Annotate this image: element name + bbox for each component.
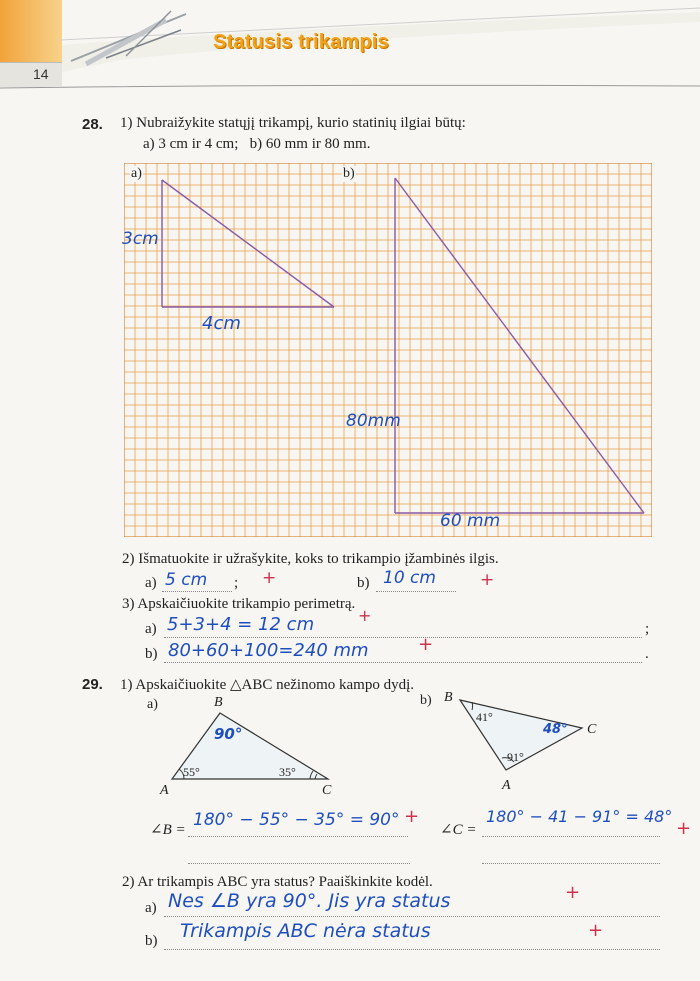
- answer-a-check: +: [404, 806, 420, 827]
- page-title: Statusis trikampis: [213, 31, 389, 53]
- grid-drawing: [124, 163, 652, 537]
- ruler-and-compass-icon: [66, 6, 196, 66]
- triangle-a-figure: [150, 695, 350, 805]
- task3-a-label: a): [145, 621, 157, 637]
- header-bar: [0, 0, 700, 92]
- ex29-label-a: a): [147, 697, 158, 712]
- ex29-label-b: b): [420, 693, 432, 708]
- triangle-b: [440, 688, 610, 798]
- tri-b-hand-c: 48°: [543, 722, 568, 737]
- grid-paper: [124, 163, 652, 537]
- task3-b-end: .: [645, 646, 649, 662]
- task2-a-answer: 5 cm: [165, 570, 208, 590]
- ex29-task2-b-answer: Trikampis ABC nėra status: [180, 920, 431, 942]
- task3-b-label: b): [145, 646, 158, 662]
- tri-a-vertex-c: C: [322, 783, 332, 798]
- task2-a-label: a): [145, 575, 157, 591]
- exercise-28-task1-options: a) 3 cm ir 4 cm; b) 60 mm ir 80 mm.: [143, 136, 371, 152]
- exercise-29-number: 29.: [82, 676, 103, 693]
- triangle-a-drawing: [162, 180, 334, 307]
- task3-a-end: ;: [645, 621, 650, 637]
- answer-a-dots2: [188, 850, 410, 864]
- hand-a-base: 4cm: [202, 313, 241, 334]
- hand-a-leg: 3cm: [122, 229, 159, 249]
- exercise-28-task1: 1) Nubraižykite statųjį trikampį, kurio statinių ilgiai būtų:: [120, 115, 466, 131]
- answer-b-dots2: [482, 850, 660, 864]
- triangle-b-figure: [440, 688, 610, 798]
- hand-b-base: 60 mm: [440, 511, 501, 531]
- hand-b-leg: 80mm: [346, 411, 401, 431]
- exercise-29-task1: 1) Apskaičiuokite △ABC nežinomo kampo dydį.: [120, 677, 415, 693]
- answer-b-label: ∠C =: [440, 822, 477, 838]
- task3-a-check: +: [358, 606, 372, 625]
- grid-label-b: b): [343, 166, 355, 181]
- grid-lines: [124, 163, 652, 537]
- exercise-28-task3: 3) Apskaičiuokite trikampio perimetrą.: [122, 596, 356, 612]
- answer-a: 180° − 55° − 35° = 90°: [193, 810, 400, 830]
- tri-b-vertex-c: C: [587, 722, 597, 737]
- task2-a-check: +: [262, 568, 277, 588]
- page-number: 14: [33, 66, 49, 82]
- exercise-28-task2: 2) Išmatuokite ir užrašykite, koks to trikampio įžambinės ilgis.: [122, 551, 499, 567]
- answer-b: 180° − 41 − 91° = 48°: [486, 807, 673, 826]
- task2-a-sep: ;: [234, 575, 239, 591]
- ex29-task2-a-answer: Nes ∠B yra 90°. Jis yra status: [168, 890, 451, 912]
- task2-b-check: +: [480, 570, 495, 590]
- ex29-task2-b-label: b): [145, 933, 158, 949]
- tri-a-angle-a: 55°: [183, 765, 200, 779]
- task3-a-answer: 5+3+4 = 12 cm: [167, 614, 315, 635]
- tri-a-vertex-b: B: [214, 695, 223, 710]
- tri-b-angle-a: 91°: [507, 750, 524, 764]
- task2-b-label: b): [357, 575, 370, 591]
- task3-b-answer: 80+60+100=240 mm: [168, 640, 369, 661]
- tri-a-hand-b: 90°: [214, 725, 243, 743]
- ex29-task2-b-check: +: [588, 920, 604, 941]
- exercise-28-number: 28.: [82, 116, 103, 133]
- exercise-29-task2: 2) Ar trikampis ABC yra status? Paaiškinkite kodėl.: [122, 874, 433, 890]
- answer-b-check: +: [676, 818, 692, 839]
- ex29-task2-a-check: +: [565, 882, 581, 903]
- tri-b-angle-b: 41°: [476, 710, 493, 724]
- task3-b-check: +: [418, 634, 434, 655]
- triangle-a: [150, 695, 350, 805]
- ex29-task2-a-label: a): [145, 900, 157, 916]
- tri-a-vertex-a: A: [160, 783, 169, 798]
- grid-label-a: a): [131, 166, 142, 181]
- page-number-tab: [0, 62, 62, 87]
- tri-a-angle-c: 35°: [279, 765, 296, 779]
- tri-b-vertex-a: A: [502, 778, 511, 793]
- task2-b-answer: 10 cm: [383, 568, 436, 588]
- tri-b-vertex-b: B: [444, 690, 453, 705]
- answer-a-label: ∠B =: [150, 822, 186, 838]
